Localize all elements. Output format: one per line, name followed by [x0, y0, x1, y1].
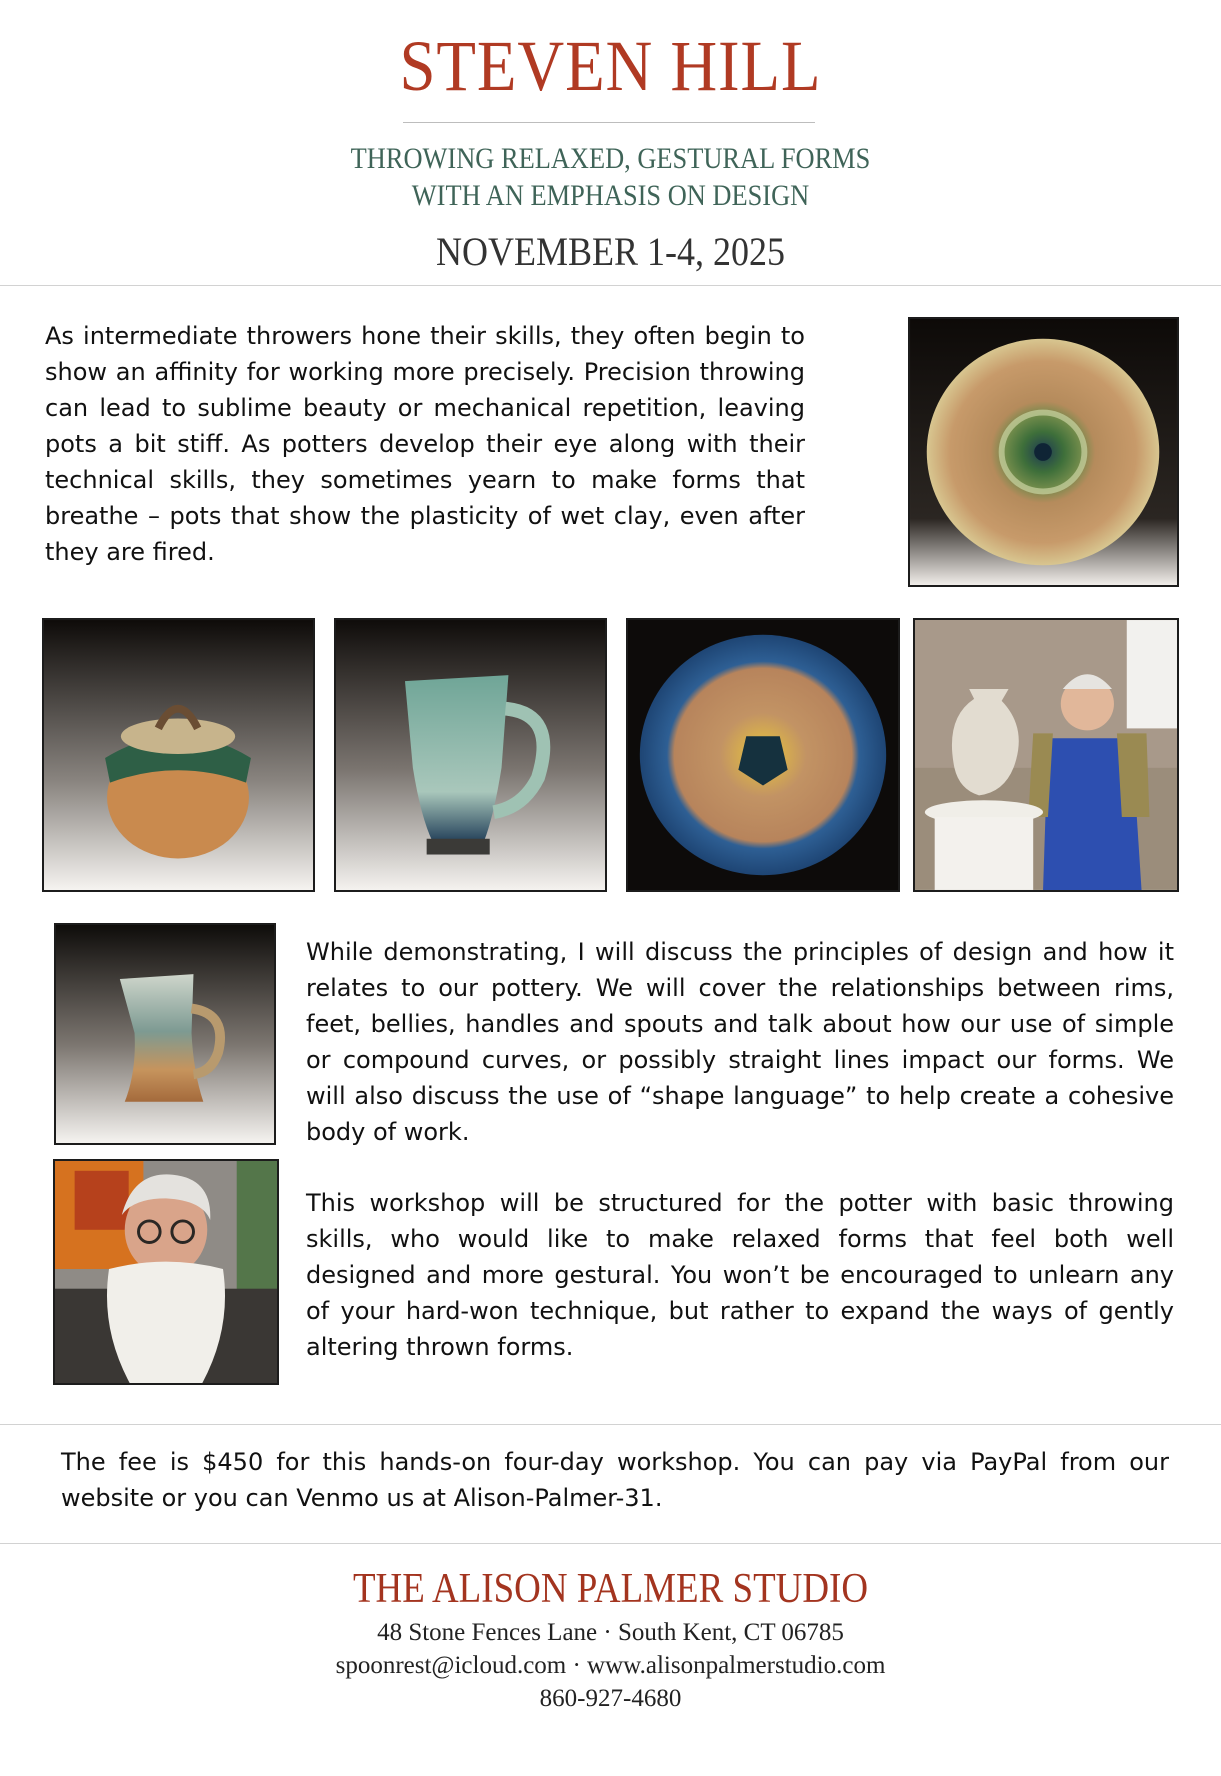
title-divider — [403, 122, 815, 123]
blue-rim-plate-photo — [626, 618, 900, 892]
body-divider — [0, 1424, 1221, 1425]
lidded-jar-photo — [42, 618, 315, 892]
studio-address: 48 Stone Fences Lane · South Kent, CT 06785 — [377, 1619, 844, 1646]
page-title: STEVEN HILL — [399, 26, 822, 106]
mug-photo — [334, 618, 607, 892]
studio-email-website: spoonrest@icloud.com · www.alisonpalmerstudio.com — [335, 1652, 886, 1679]
artist-portrait-photo — [53, 1159, 279, 1385]
header-divider — [0, 285, 1221, 286]
structure-paragraph: This workshop will be structured for the potter with basic throwing skills, who would like to make relaxed forms that feel both well designed and more gestural. You won’t be encouraged to unlearn any of your hard-won technique, but rather to expand the ways of gently altering thrown forms. — [306, 1189, 1174, 1361]
design-paragraph: While demonstrating, I will discuss the principles of design and how it relates to our pottery. We will cover the relationships between rims, feet, bellies, handles and spouts and talk about how our use of simple or compound curves, or possibly straight lines impact our forms. We will also discuss the use of “shape language” to help create a cohesive body of work. — [306, 938, 1174, 1146]
artist-at-wheel-photo — [913, 618, 1179, 892]
plate-photo — [908, 317, 1179, 587]
studio-name: THE ALISON PALMER STUDIO — [352, 1566, 869, 1612]
studio-phone: 860-927-4680 — [539, 1685, 682, 1712]
footer-divider — [0, 1543, 1221, 1544]
workshop-date: NOVEMBER 1-4, 2025 — [435, 229, 786, 274]
intro-paragraph: As intermediate throwers hone their skills, they often begin to show an affinity for working more precisely. Precision throwing can lead to sublime beauty or mechanical repetition, leaving pots a bit stiff. As potters develop their eye along with their technical skills, they sometimes yearn to make forms that breathe – pots that show the plasticity of wet clay, even after they are fired. — [45, 322, 805, 566]
subtitle-line-1: THROWING RELAXED, GESTURAL FORMS — [350, 142, 871, 175]
subtitle-line-2: WITH AN EMPHASIS ON DESIGN — [411, 179, 810, 212]
small-mug-photo — [54, 923, 276, 1145]
fee-paragraph: The fee is $450 for this hands-on four-day workshop. You can pay via PayPal from our website or you can Venmo us at Alison-Palmer-31. — [61, 1448, 1169, 1512]
